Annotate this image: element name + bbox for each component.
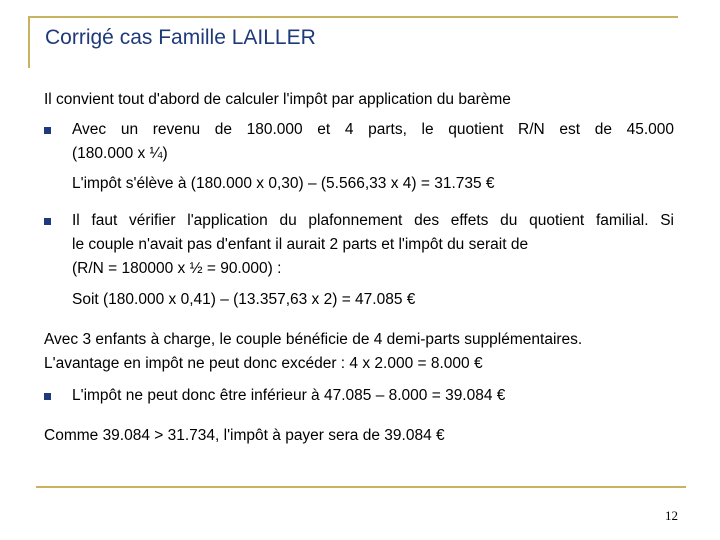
- bullet-1-line-2: (180.000 x ¼): [72, 145, 168, 162]
- bullet-square-icon: [44, 127, 51, 134]
- bullet-square-icon: [44, 393, 51, 400]
- intro-text: Il convient tout d'abord de calculer l'impôt par application du barème: [44, 91, 511, 108]
- bullet-3-text: L'impôt ne peut donc être inférieur à 47.085 – 8.000 = 39.084 €: [72, 387, 506, 404]
- bullet-1-text: [72, 118, 674, 166]
- bullet-square-icon: [44, 218, 51, 225]
- paragraph-2-line-2: L'avantage en impôt ne peut donc excéder : 4 x 2.000 = 8.000 €: [44, 355, 483, 372]
- bullet-1-result: L'impôt s'élève à (180.000 x 0,30) – (5.566,33 x 4) = 31.735 €: [72, 175, 495, 192]
- slide-title: Corrigé cas Famille LAILLER: [45, 26, 316, 49]
- bullet-1-line-1: Avec un revenu de 180.000 et 4 parts, le quotient R/N est de 45.000: [72, 121, 674, 138]
- page-number: 12: [665, 508, 678, 523]
- bullet-2-text: [72, 209, 674, 281]
- title-frame-left-line: [28, 16, 30, 68]
- footer-divider: [36, 486, 686, 488]
- bullet-2-result: Soit (180.000 x 0,41) – (13.357,63 x 2) = 47.085 €: [72, 291, 416, 308]
- paragraph-2-line-1: Avec 3 enfants à charge, le couple bénéficie de 4 demi-parts supplémentaires.: [44, 331, 583, 348]
- conclusion-text: Comme 39.084 > 31.734, l'impôt à payer sera de 39.084 €: [44, 427, 445, 444]
- bullet-2-line-1: Il faut vérifier l'application du plafonnement des effets du quotient familial. Si: [72, 212, 674, 229]
- bullet-2-line-3: (R/N = 180000 x ½ = 90.000) :: [72, 260, 282, 277]
- title-frame-top-line: [28, 16, 678, 18]
- bullet-2-line-2: le couple n'avait pas d'enfant il aurait 2 parts et l'impôt du serait de: [72, 236, 529, 253]
